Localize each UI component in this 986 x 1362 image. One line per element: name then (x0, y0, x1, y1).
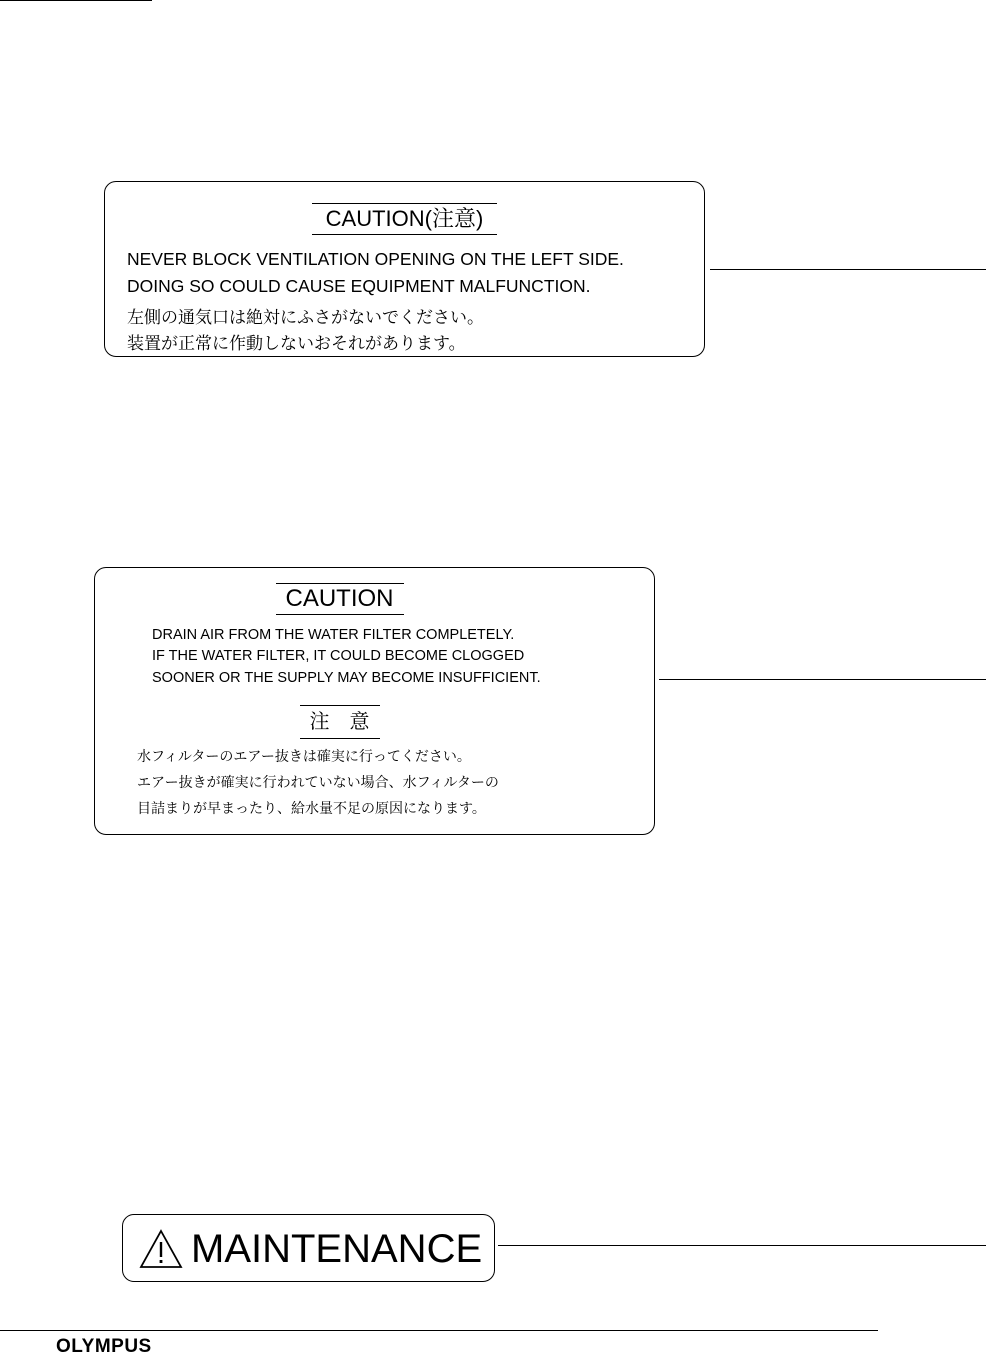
maintenance-label: MAINTENANCE (191, 1227, 483, 1271)
header-rule (0, 0, 152, 1)
caution-label-title: CAUTION(注意) (105, 203, 704, 235)
leader-line-2 (659, 679, 986, 680)
caution-text-line: NEVER BLOCK VENTILATION OPENING ON THE LEFT SIDE. (127, 249, 624, 269)
maintenance-badge (122, 1214, 495, 1282)
caution-jp-title: 注 意 (95, 705, 654, 739)
caution-text-line: 装置が正常に作動しないおそれがあります。 (127, 334, 466, 353)
caution-text-line: 左側の通気口は絶対にふさがないでください。 (127, 308, 484, 327)
caution-text-line: 水フィルターのエアー抜きは確実に行ってください。 (137, 748, 471, 764)
caution-label-title: CAUTION (95, 583, 654, 615)
caution-text-line: IF THE WATER FILTER, IT COULD BECOME CLOGGED (152, 648, 525, 664)
caution-text-line: エアー抜きが確実に行われていない場合、水フィルターの (137, 774, 499, 790)
caution-text-line: DRAIN AIR FROM THE WATER FILTER COMPLETELY. (152, 627, 515, 643)
caution-label-ventilation (104, 181, 705, 357)
leader-line-3 (498, 1245, 986, 1246)
caution-text-line: DOING SO COULD CAUSE EQUIPMENT MALFUNCTION. (127, 276, 591, 296)
brand-logo: OLYMPUS (56, 1336, 152, 1357)
warning-triangle-icon (139, 1229, 183, 1269)
caution-label-water-filter (94, 567, 655, 835)
footer-rule (0, 1330, 878, 1331)
caution-text-line: SOONER OR THE SUPPLY MAY BECOME INSUFFICIENT. (152, 670, 541, 686)
caution-text-line: 目詰まりが早まったり、給水量不足の原因になります。 (137, 800, 486, 816)
leader-line-1 (710, 269, 986, 270)
